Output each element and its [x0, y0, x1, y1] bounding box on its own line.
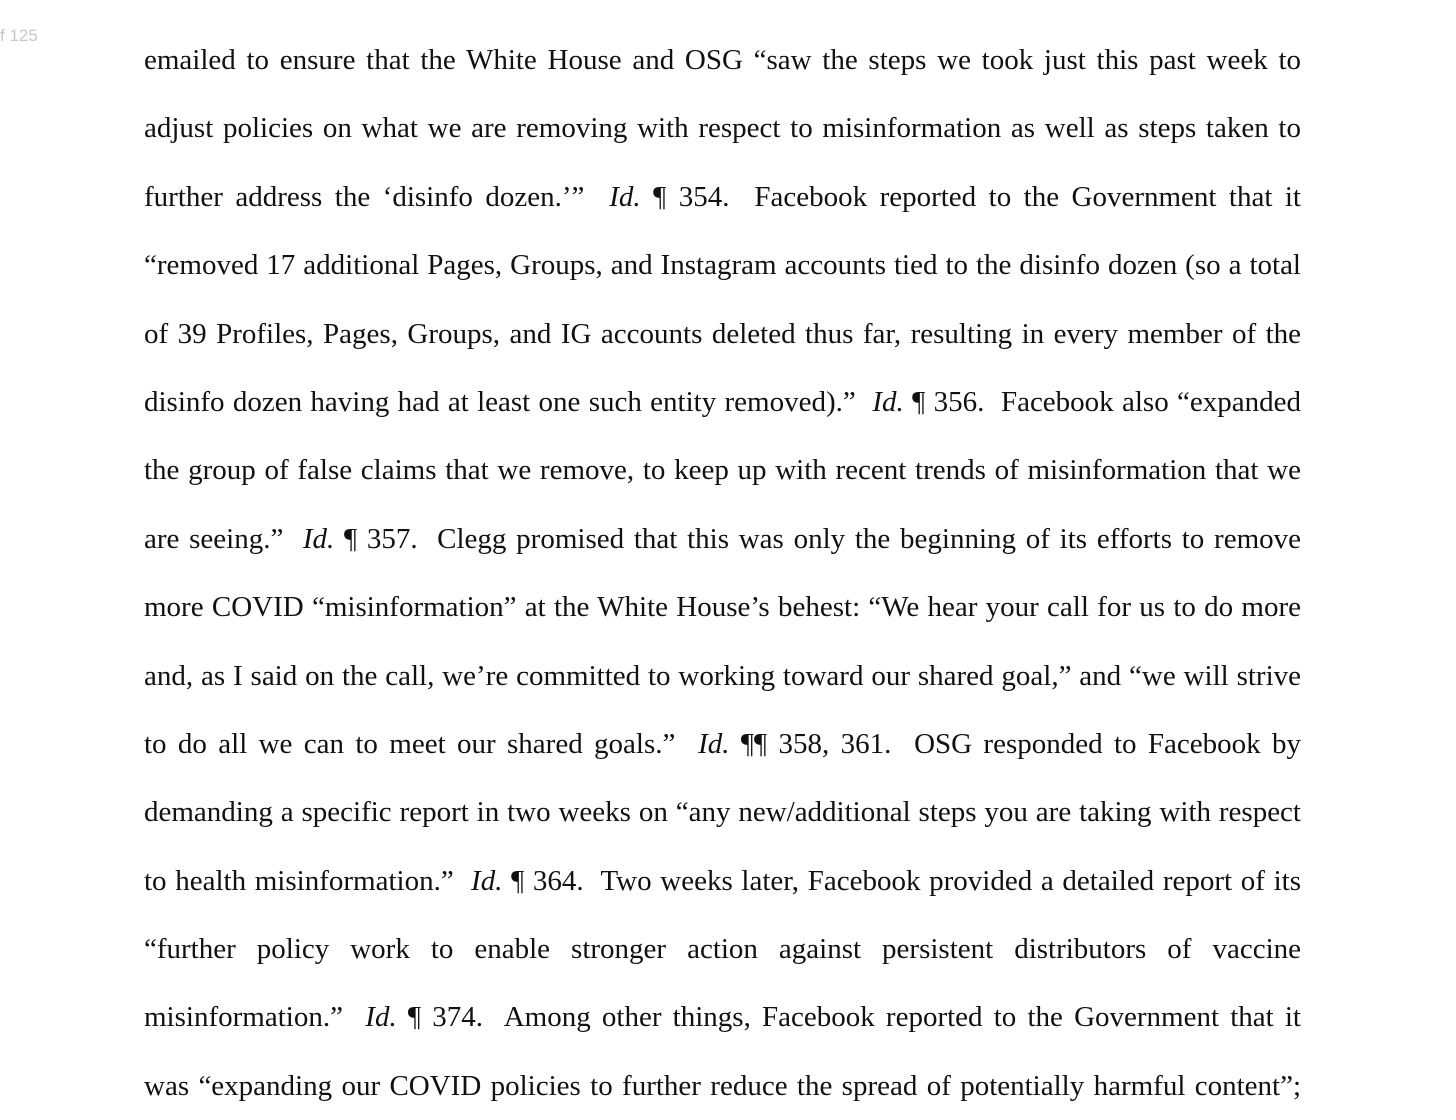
citation-id: Id. — [609, 180, 641, 213]
text-line — [144, 1052, 1301, 1120]
text-run: to do all we can to meet our shared goals.” — [144, 727, 699, 760]
text-line — [144, 915, 1301, 983]
text-run: “further policy work to enable stronger action against persistent distributors of vaccine — [144, 933, 1301, 966]
text-run: to health misinformation.” — [144, 864, 472, 897]
text-run: demanding a specific report in two weeks on “any new/additional steps you are taking with respect — [144, 796, 1301, 829]
text-run: and, as I said on the call, we’re committed to working toward our shared goal,” and “we will strive — [144, 659, 1301, 692]
text-run: are seeing.” — [144, 522, 303, 555]
text-line — [144, 436, 1301, 504]
text-run: ¶ 354. Facebook reported to the Government that it — [640, 180, 1301, 213]
text-line — [144, 231, 1301, 299]
page-number-fragment: f 125 — [0, 26, 38, 45]
text-line — [144, 163, 1301, 231]
text-run: more COVID “misinformation” at the White House’s behest: “We hear your call for us to do more — [144, 591, 1301, 624]
text-run: ¶ 356. Facebook also “expanded — [903, 385, 1301, 418]
text-run: ¶¶ 358, 361. OSG responded to Facebook by — [729, 727, 1301, 760]
text-line — [144, 710, 1301, 778]
citation-id: Id. — [365, 1001, 397, 1034]
text-line — [144, 368, 1301, 436]
text-line — [144, 573, 1301, 641]
text-run: disinfo dozen having had at least one such entity removed).” — [144, 385, 873, 418]
text-run: ¶ 364. Two weeks later, Facebook provided a detailed report of its — [502, 864, 1301, 897]
text-run: adjust policies on what we are removing with respect to misinformation as well as steps taken to — [144, 112, 1301, 145]
text-run: was “expanding our COVID policies to further reduce the spread of potentially harmful content”; — [144, 1069, 1301, 1102]
text-line — [144, 847, 1301, 915]
text-line — [144, 300, 1301, 368]
text-run: further address the ‘disinfo dozen.’” — [144, 180, 610, 213]
text-run: emailed to ensure that the White House and OSG “saw the steps we took just this past week to — [144, 44, 1301, 76]
text-line — [144, 26, 1301, 94]
citation-id: Id. — [471, 864, 503, 897]
text-run: of 39 Profiles, Pages, Groups, and IG accounts deleted thus far, resulting in every member of the — [144, 317, 1301, 350]
text-line — [144, 94, 1301, 162]
citation-id: Id. — [872, 385, 904, 418]
text-line — [144, 778, 1301, 846]
text-line — [144, 983, 1301, 1051]
citation-id: Id. — [302, 522, 335, 555]
text-run: misinformation.” — [144, 1001, 366, 1034]
text-run: “removed 17 additional Pages, Groups, and Instagram accounts tied to the disinfo dozen (so a total — [144, 249, 1301, 282]
text-run: ¶ 357. Clegg promised that this was only the beginning of its efforts to remove — [334, 522, 1301, 555]
text-line — [144, 505, 1301, 573]
text-run: the group of false claims that we remove, to keep up with recent trends of misinformation that we — [144, 454, 1301, 487]
text-run: ¶ 374. Among other things, Facebook reported to the Government that it — [396, 1001, 1301, 1034]
document-body — [144, 26, 1301, 1120]
citation-id: Id. — [698, 727, 730, 760]
text-line — [144, 642, 1301, 710]
